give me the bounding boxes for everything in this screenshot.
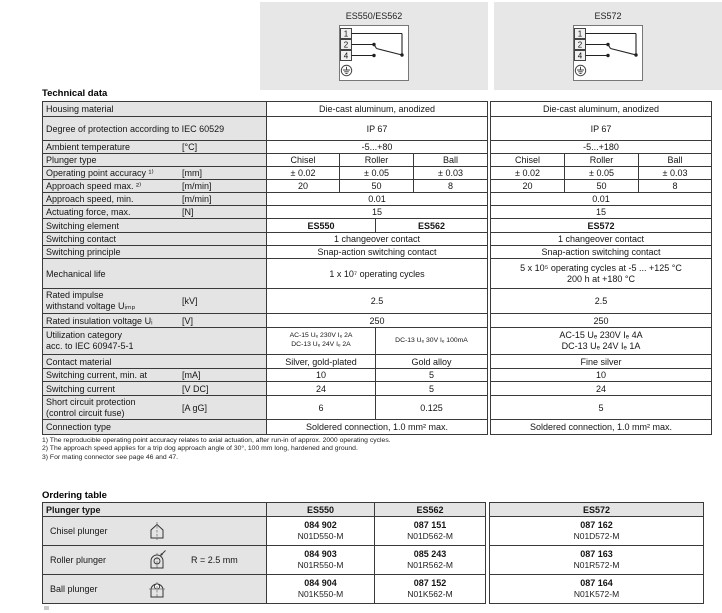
row-label: Switching contact <box>43 233 267 246</box>
row-label: Contact material <box>43 355 267 369</box>
row-label: Ambient temperature [°C] <box>43 141 267 154</box>
table-row <box>43 233 712 246</box>
value-cell: ± 0.02 <box>491 167 565 180</box>
value-cell: 20 <box>267 180 340 193</box>
utilization-es550: AC-15 Uₑ 230V Iₑ 2A DC-13 Uₑ 24V Iₑ 2A <box>267 328 376 355</box>
ordering-row-label-roller: Roller plunger R = 2.5 mm <box>43 546 267 575</box>
technical-data-heading: Technical data <box>42 88 108 99</box>
order-cell: 087 162 N01D572-M <box>490 517 704 546</box>
footnote-1: 1) The reproducible operating point accuracy relates to axial actuation, after run-in of approx. 2000 operating cycles. <box>42 437 391 444</box>
value-cell: 5 <box>376 369 488 382</box>
value-cell: 0.125 <box>376 396 488 420</box>
unit-label: [N] <box>182 207 194 217</box>
table-row <box>43 219 712 233</box>
value-es550-es562: 250 <box>267 314 488 328</box>
svg-text:2: 2 <box>577 40 583 50</box>
circuit-diagram-es550-es562 <box>339 25 409 86</box>
order-cell: 084 903 N01R550-M <box>267 546 375 575</box>
table-row <box>43 369 712 382</box>
roller-plunger-icon <box>147 550 167 570</box>
value-es572: 1 changeover contact <box>491 233 712 246</box>
unit-label: [V DC] <box>182 383 209 394</box>
ordering-table-heading: Ordering table <box>42 490 107 501</box>
subcol-header: Roller <box>340 154 414 167</box>
value-es550-es562: 0.01 <box>267 193 488 206</box>
value-cell: ± 0.03 <box>414 167 488 180</box>
table-row <box>43 420 712 435</box>
page-mark <box>44 606 49 610</box>
value-es572: 5 <box>491 396 712 420</box>
unit-label: [°C] <box>182 142 198 152</box>
value-es572: 15 <box>491 206 712 219</box>
subcol-header: Ball <box>639 154 712 167</box>
value-es550-es562: 15 <box>267 206 488 219</box>
footnote-2: 2) The approach speed applies for a trip dog approach angle of 30°, 100 mm long, hardened and ground. <box>42 445 358 453</box>
subcol-header: Roller <box>565 154 639 167</box>
value-cell: 20 <box>491 180 565 193</box>
row-label: Plunger type <box>43 154 267 167</box>
ball-plunger-icon <box>147 579 167 599</box>
value-cell: Gold alloy <box>376 355 488 369</box>
svg-text:4: 4 <box>577 51 583 61</box>
value-cell: 50 <box>565 180 639 193</box>
circuit-diagram-es572 <box>573 25 643 86</box>
value-es572: -5...+180 <box>491 141 712 154</box>
order-cell: 084 902 N01D550-M <box>267 517 375 546</box>
value-es550-es562: Snap-action switching contact <box>267 246 488 259</box>
changeover-contact-diagram-icon <box>573 25 643 81</box>
value-es572: 10 <box>491 369 712 382</box>
chisel-plunger-icon <box>147 521 167 541</box>
value-es572: 2.5 <box>491 289 712 314</box>
value-es550-es562: 1 changeover contact <box>267 233 488 246</box>
value-cell: ± 0.02 <box>267 167 340 180</box>
technical-data-table <box>42 101 712 435</box>
value-es572: Soldered connection, 1.0 mm² max. <box>491 420 712 435</box>
row-label: Switching element <box>43 219 267 233</box>
table-row <box>43 355 712 369</box>
switching-element-es562: ES562 <box>376 219 488 233</box>
svg-text:2: 2 <box>343 40 349 50</box>
unit-label: [V] <box>182 315 194 326</box>
changeover-contact-diagram-icon <box>339 25 409 81</box>
unit-label: [mm] <box>182 168 202 178</box>
value-es572: 250 <box>491 314 712 328</box>
footnote-3: 3) For mating connector see page 46 and 47. <box>42 453 179 461</box>
value-es572: Fine silver <box>491 355 712 369</box>
row-label: Housing material <box>43 102 267 117</box>
value-es550-es562: IP 67 <box>267 117 488 141</box>
value-es572: 5 x 10⁵ operating cycles at -5 ... +125 °C 200 h at +180 °C <box>491 259 712 289</box>
table-row <box>43 503 704 517</box>
table-row <box>43 289 712 314</box>
subcol-header: Chisel <box>267 154 340 167</box>
value-es572: Snap-action switching contact <box>491 246 712 259</box>
table-row <box>43 180 712 193</box>
row-label: Rated impulse withstand voltage Uᵢₘₚ [kV] <box>43 289 267 314</box>
value-es550-es562: 1 x 10⁷ operating cycles <box>267 259 488 289</box>
row-label: Rated insulation voltage Uᵢ [V] <box>43 314 267 328</box>
table-row <box>43 102 712 117</box>
svg-text:1: 1 <box>343 29 349 39</box>
row-label: Approach speed, min. [m/min] <box>43 193 267 206</box>
row-label: Switching principle <box>43 246 267 259</box>
unit-label: [kV] <box>182 296 198 306</box>
table-row <box>43 117 712 141</box>
value-cell: Silver, gold-plated <box>267 355 376 369</box>
value-es572: 0.01 <box>491 193 712 206</box>
row-label: Connection type <box>43 420 267 435</box>
table-row <box>43 328 712 355</box>
unit-label: [mA] <box>182 370 201 380</box>
row-label: Switching current [V DC] <box>43 382 267 396</box>
utilization-es572: AC-15 Uₑ 230V Iₑ 4A DC-13 Uₑ 24V Iₑ 1A <box>491 328 712 355</box>
ordering-row-label-chisel: Chisel plunger <box>43 517 267 546</box>
order-cell: 087 164 N01K572-M <box>490 575 704 604</box>
diagram-panel-es550-es562 <box>260 2 488 90</box>
value-cell: 8 <box>639 180 712 193</box>
row-label: Degree of protection according to IEC 60529 <box>43 117 267 141</box>
table-row <box>43 259 712 289</box>
order-cell: 087 152 N01K562-M <box>375 575 486 604</box>
row-label: Switching current, min. at [mA] <box>43 369 267 382</box>
value-es572: 24 <box>491 382 712 396</box>
table-row <box>43 314 712 328</box>
diagram-title: ES572 <box>594 11 622 21</box>
table-row <box>43 246 712 259</box>
table-row <box>43 193 712 206</box>
diagram-title: ES550/ES562 <box>345 11 403 21</box>
value-cell: 50 <box>340 180 414 193</box>
roller-radius-note: R = 2.5 mm <box>191 555 238 565</box>
value-cell: 10 <box>267 369 376 382</box>
ordering-row-label-ball: Ball plunger <box>43 575 267 604</box>
ordering-table <box>42 502 704 604</box>
table-row <box>43 575 704 604</box>
value-cell: ± 0.05 <box>340 167 414 180</box>
subcol-header: Ball <box>414 154 488 167</box>
diagram-panel-es572 <box>494 2 722 90</box>
value-cell: 8 <box>414 180 488 193</box>
table-row <box>43 167 712 180</box>
utilization-es562: DC-13 Uₑ 30V Iₑ 100mA <box>376 328 488 355</box>
value-cell: 24 <box>267 382 376 396</box>
value-cell: ± 0.05 <box>565 167 639 180</box>
table-row <box>43 141 712 154</box>
switching-element-es572: ES572 <box>491 219 712 233</box>
row-label: Utilization category acc. to IEC 60947-5-1 <box>43 328 267 355</box>
order-cell: 085 243 N01R562-M <box>375 546 486 575</box>
switching-element-es550: ES550 <box>267 219 376 233</box>
table-row <box>43 517 704 546</box>
value-es550-es562: Soldered connection, 1.0 mm² max. <box>267 420 488 435</box>
order-cell: 087 163 N01R572-M <box>490 546 704 575</box>
unit-label: [m/min] <box>182 181 212 191</box>
value-es550-es562: Die-cast aluminum, anodized <box>267 102 488 117</box>
subcol-header: Chisel <box>491 154 565 167</box>
unit-label: [A gG] <box>182 402 208 413</box>
order-cell: 084 904 N01K550-M <box>267 575 375 604</box>
value-cell: 6 <box>267 396 376 420</box>
value-es572: IP 67 <box>491 117 712 141</box>
svg-text:4: 4 <box>343 51 349 61</box>
order-cell: 087 151 N01D562-M <box>375 517 486 546</box>
ordering-header-es550: ES550 <box>267 503 375 517</box>
value-cell: 5 <box>376 382 488 396</box>
value-es572: Die-cast aluminum, anodized <box>491 102 712 117</box>
row-label: Short circuit protection (control circuit fuse) [A gG] <box>43 396 267 420</box>
row-label: Mechanical life <box>43 259 267 289</box>
ordering-header-es572: ES572 <box>490 503 704 517</box>
ordering-header-es562: ES562 <box>375 503 486 517</box>
row-label: Operating point accuracy ¹⁾ [mm] <box>43 167 267 180</box>
unit-label: [m/min] <box>182 194 212 204</box>
table-row <box>43 546 704 575</box>
value-cell: ± 0.03 <box>639 167 712 180</box>
table-row <box>43 154 712 167</box>
table-row <box>43 206 712 219</box>
value-es550-es562: 2.5 <box>267 289 488 314</box>
row-label: Approach speed max. ²⁾ [m/min] <box>43 180 267 193</box>
table-row <box>43 396 712 420</box>
row-label: Actuating force, max. [N] <box>43 206 267 219</box>
footnotes <box>42 437 391 462</box>
table-row <box>43 382 712 396</box>
ordering-header-plunger-type: Plunger type <box>43 503 267 517</box>
svg-text:1: 1 <box>577 29 583 39</box>
value-es550-es562: -5...+80 <box>267 141 488 154</box>
